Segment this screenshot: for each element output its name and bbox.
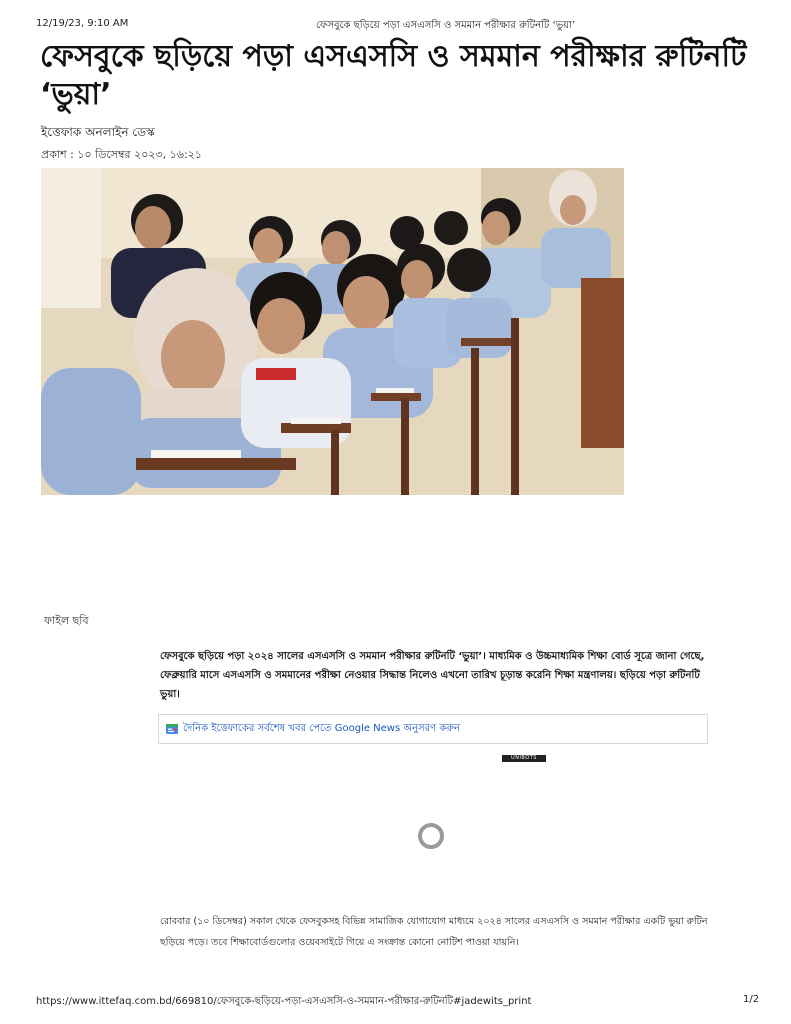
print-page-title: ফেসবুকে ছড়িয়ে পড়া এসএসসি ও সমমান পরীক্ষার রুটিনটি ‘ভুয়া’ — [316, 20, 576, 31]
article-body-paragraph: রোববার (১০ ডিসেম্বর) সকাল থেকে ফেসবুকসহ বিভিন্ন সামাজিক যোগাযোগ মাধ্যমে ২০২৪ সালের এসএসসি ও সমমান পরীক্ষার একটি ভুয়া রুটিন ছড়িয়ে পড়ে। তবে শিক্ষাবোর্ডগুলোর ওয়েবসাইটে গিয়ে এ সংক্রান্ত কোনো নোটিশ পাওয়া যায়নি। — [160, 916, 708, 948]
google-news-link-text[interactable]: দৈনিক ইত্তেফাকের সর্বশেষ খবর পেতে Google News অনুসরণ করুন — [183, 722, 460, 734]
article-author[interactable]: ইত্তেফাক অনলাইন ডেস্ক — [41, 125, 155, 139]
google-news-follow-link[interactable] — [158, 714, 708, 744]
exam-hall-illustration — [41, 168, 624, 495]
article-headline: ফেসবুকে ছড়িয়ে পড়া এসএসসি ও সমমান পরীক্ষার রুটিনটি ‘ভুয়া’ — [40, 39, 747, 112]
print-datetime: 12/19/23, 9:10 AM — [36, 18, 129, 29]
publish-date: প্রকাশ : ১০ ডিসেম্বর ২০২৩, ১৬:২১ — [41, 148, 202, 161]
print-page-number: 1/2 — [743, 994, 760, 1005]
ad-provider-badge[interactable]: UNIBOTS — [502, 755, 546, 762]
loading-spinner-icon — [418, 823, 444, 849]
google-news-icon — [165, 722, 179, 736]
image-caption: ফাইল ছবি — [44, 614, 89, 627]
article-lead: ফেসবুকে ছড়িয়ে পড়া ২০২৪ সালের এসএসসি ও সমমান পরীক্ষার রুটিনটি ‘ভুয়া’। মাধ্যমিক ও উচ্চমাধ্যমিক শিক্ষা বোর্ড সূত্রে জানা গেছে, ফেব্রুয়ারি মাসে এসএসসি ও সমমানের পরীক্ষা নেওয়ার সিদ্ধান্ত নিলেও এখনো তারিখ চূড়ান্ত করেনি শিক্ষা মন্ত্রণালয়। ছড়িয়ে পড়া রুটিনটি ভুয়া। — [160, 651, 705, 700]
article-photo — [41, 168, 624, 495]
print-footer-url: https://www.ittefaq.com.bd/669810/ফেসবুকে-ছড়িয়ে-পড়া-এসএসসি-ও-সমমান-পরীক্ষার-রুটিনটি#jadewits_print — [36, 996, 532, 1007]
